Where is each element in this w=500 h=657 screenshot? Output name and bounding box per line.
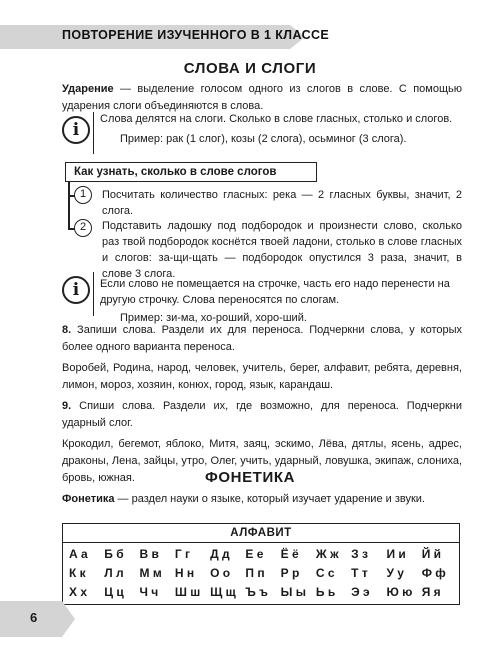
step-number-badge: 1: [74, 186, 92, 204]
alphabet-letter: Ъ ъ: [245, 585, 268, 599]
info-example: Пример: рак (1 слог), козы (2 слога), осьминог (3 слога).: [120, 133, 407, 145]
alphabet-letter: Ш ш: [174, 585, 201, 599]
alphabet-letter: Ё ё: [280, 547, 299, 561]
alphabet-letter: Ы ы: [280, 585, 306, 599]
info-icon: i: [62, 276, 90, 304]
info-block-syllables: [100, 111, 462, 147]
definition-term: Ударение: [62, 83, 114, 95]
alphabet-letter: Й й: [421, 547, 442, 561]
info-icon: i: [62, 116, 90, 144]
alphabet-title: АЛФАВИТ: [63, 524, 459, 543]
alphabet-letter: Х х: [69, 585, 88, 599]
alphabet-letter: У у: [386, 566, 404, 580]
exercise-number: 9.: [62, 400, 72, 412]
alphabet-letter: Н н: [174, 566, 195, 580]
alphabet-letter: П п: [245, 566, 265, 580]
alphabet-letter: Т т: [351, 566, 368, 580]
exercise-task-text: Спиши слова. Раздели их, где возможно, для переноса. Подчеркни ударный слог.: [62, 400, 462, 429]
alphabet-letter: Ж ж: [315, 547, 339, 561]
exercise-8-task: [62, 322, 462, 356]
alphabet-letter: С с: [315, 566, 335, 580]
info-text: Если слово не помещается на строчке, часть его надо перенести на другую строчку. Слова переносятся по слогам.: [100, 278, 450, 306]
alphabet-letter: И и: [386, 547, 406, 561]
alphabet-letter: М м: [139, 566, 162, 580]
exercise-9-task: [62, 398, 462, 432]
alphabet-letter: К к: [69, 566, 86, 580]
info-divider: [93, 272, 95, 316]
section-title-words-syllables: СЛОВА И СЛОГИ: [183, 60, 317, 77]
alphabet-letter: Р р: [280, 566, 300, 580]
alphabet-letter: Ю ю: [386, 585, 413, 599]
alphabet-letter: Е е: [245, 547, 264, 561]
alphabet-letter: Э э: [351, 585, 370, 599]
steps-connector-line: [68, 181, 70, 229]
alphabet-table: [62, 523, 460, 605]
exercise-task-text: Запиши слова. Раздели их для переноса. Подчеркни слова, у которых более одного варианта переноса.: [62, 324, 462, 353]
phonetics-definition: [62, 491, 462, 508]
alphabet-letter: З з: [351, 547, 368, 561]
chapter-title: ПОВТОРЕНИЕ ИЗУЧЕННОГО В 1 КЛАССЕ: [62, 28, 330, 42]
info-text: Слова делятся на слоги. Сколько в слове гласных, столько и слогов.: [100, 113, 453, 125]
section-title-phonetics: ФОНЕТИКА: [204, 469, 296, 486]
info-divider: [93, 112, 95, 154]
definition-term: Фонетика: [62, 493, 115, 505]
info-example: Пример: зи-ма, хо-роший, хоро-ший.: [120, 312, 307, 324]
definition-text: — раздел науки о языке, который изучает ударение и звуки.: [114, 493, 425, 505]
page-number-tab: [0, 601, 75, 637]
exercise-number: 8.: [62, 324, 72, 336]
alphabet-letter: Щ щ: [210, 585, 236, 599]
step-text: Посчитать количество гласных: река — 2 гласных буквы, значит, 2 слога.: [102, 189, 462, 217]
stress-definition: [62, 81, 462, 115]
alphabet-letter: Ч ч: [139, 585, 159, 599]
alphabet-letter: В в: [139, 547, 159, 561]
alphabet-letter: Ф ф: [421, 566, 446, 580]
alphabet-letter: Г г: [174, 547, 190, 561]
alphabet-letter: Ь ь: [315, 585, 336, 599]
how-to-count-title: Как узнать, сколько в слове слогов: [65, 162, 317, 182]
alphabet-letter: А а: [69, 547, 88, 561]
alphabet-grid: [63, 543, 459, 604]
alphabet-letter: Б б: [104, 547, 124, 561]
alphabet-letter: Л л: [104, 566, 124, 580]
alphabet-letter: Ц ц: [104, 585, 124, 599]
info-block-hyphenation: [100, 276, 462, 326]
exercise-9-words: Крокодил, бегемот, яблоко, Митя, заяц, эскимо, Лёва, дятлы, ясень, адрес, драконы, Лена, зайцы, утро, Олег, учить, ударный, ловушка, экипаж, слониха, бровь, южная.: [62, 438, 462, 484]
exercise-8-words: Воробей, Родина, народ, человек, учитель, берег, алфавит, ребята, деревня, лимон, мороз, хозяин, конюх, город, язык, карандаш.: [62, 362, 462, 391]
step-text: Подставить ладошку под подбородок и произнести слово, сколько раз твой подбородок коснётся твоей ладони, столько в слове гласных и слогов: за-щи-щать — подбородок опустился 3 раза, значит, в слове 3 слога.: [102, 220, 462, 280]
alphabet-letter: О о: [210, 566, 231, 580]
step-number-badge: 2: [74, 219, 92, 237]
alphabet-letter: Я я: [421, 585, 441, 599]
page-number: 6: [30, 610, 38, 625]
alphabet-letter: Д д: [210, 547, 230, 561]
definition-text: — выделение голосом одного из слогов в слове. С помощью ударения слоги объединяются в слова.: [62, 83, 462, 112]
